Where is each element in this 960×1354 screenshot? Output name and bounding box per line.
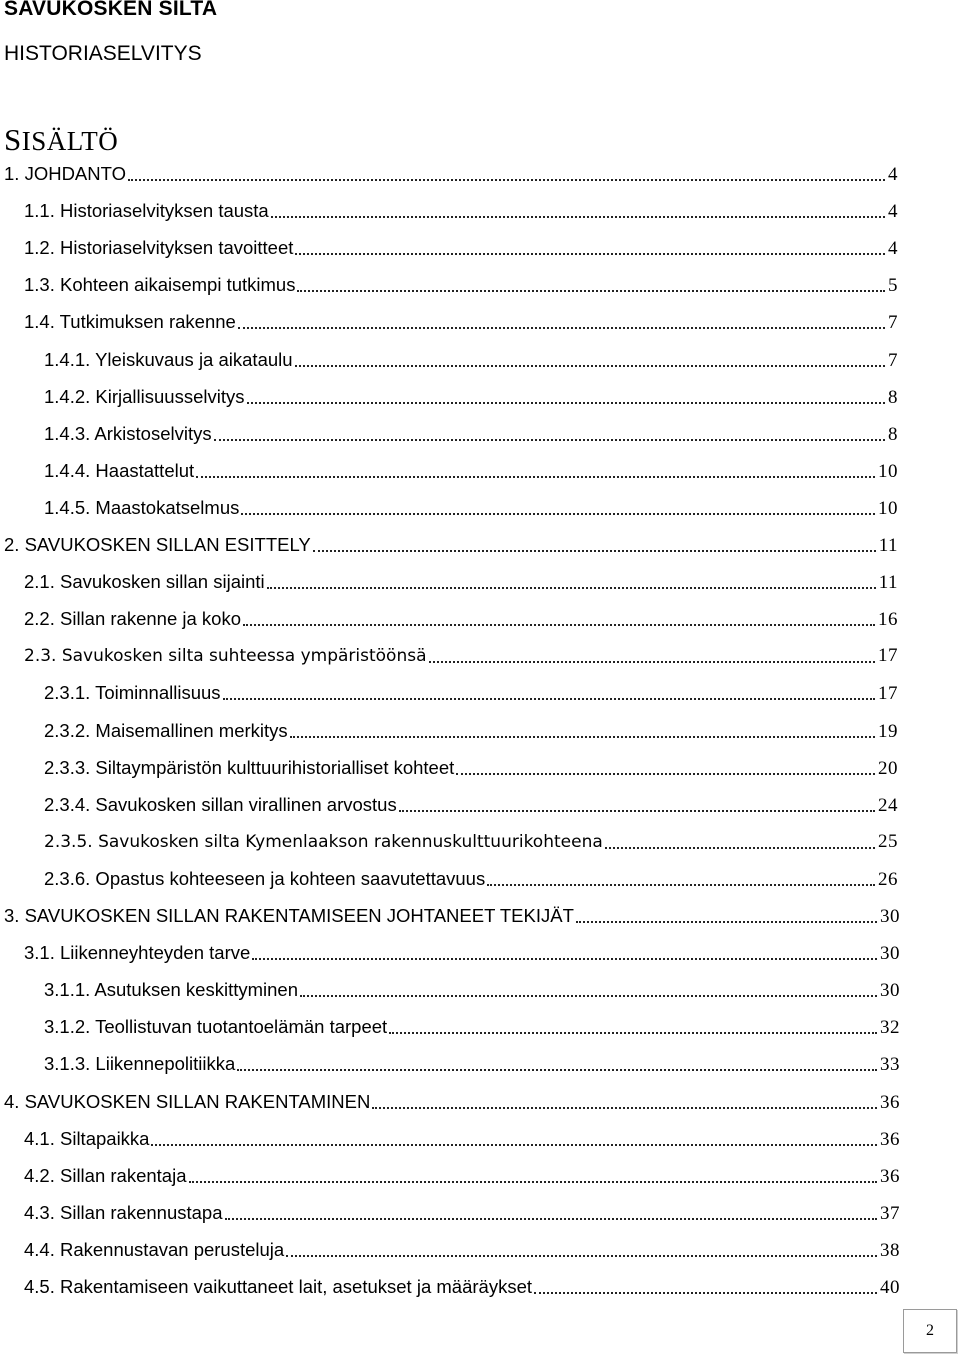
toc-entry-page: 11 xyxy=(878,572,898,594)
toc-entry-label: 2.3.5. Savukosken silta Kymenlaakson rakennuskulttuurikohteena xyxy=(44,831,603,852)
toc-entry-label: 4.2. Sillan rakentaja xyxy=(24,1164,187,1186)
toc-entry[interactable] xyxy=(24,605,898,633)
toc-dot-leader xyxy=(241,512,875,515)
toc-entry-page: 16 xyxy=(878,609,898,631)
toc-entry-page: 7 xyxy=(888,349,898,371)
toc-entry-label: 3.1.1. Asutuksen keskittyminen xyxy=(44,979,298,1001)
document-subtitle: HISTORIASELVITYS xyxy=(4,42,202,65)
toc-entry-page: 17 xyxy=(878,645,898,667)
toc-entry-page: 40 xyxy=(880,1277,900,1298)
toc-entry-label: 4. SAVUKOSKEN SILLAN RAKENTAMINEN xyxy=(4,1090,371,1112)
toc-entry-label: 2.3.6. Opastus kohteeseen ja kohteen saavutettavuus xyxy=(44,867,486,889)
page-number-badge: 2 xyxy=(903,1309,957,1353)
toc-dot-leader xyxy=(372,1106,877,1109)
toc-entry-page: 36 xyxy=(880,1165,900,1187)
toc-dot-leader xyxy=(238,326,885,329)
toc-entry-label: 1.4.3. Arkistoselvitys xyxy=(44,422,212,444)
toc-entry-label: 1.1. Historiaselvityksen tausta xyxy=(24,200,269,222)
toc-dot-leader xyxy=(313,549,876,552)
toc-entry[interactable] xyxy=(24,642,898,670)
toc-entry-label: 2.3.1. Toiminnallisuus xyxy=(44,682,221,704)
toc-dot-leader xyxy=(295,364,885,367)
toc-entry-label: 1.3. Kohteen aikaisempi tutkimus xyxy=(24,274,296,296)
toc-dot-leader xyxy=(399,809,875,812)
toc-entry-label: 4.4. Rakennustavan perusteluja xyxy=(24,1238,285,1260)
toc-dot-leader xyxy=(267,586,876,589)
toc-entry[interactable] xyxy=(4,1088,900,1116)
toc-entry-page: 37 xyxy=(880,1202,900,1224)
toc-entry[interactable] xyxy=(24,197,898,225)
toc-heading-initial: S xyxy=(4,122,22,157)
toc-entry-page: 36 xyxy=(880,1128,900,1150)
toc-entry[interactable] xyxy=(44,420,898,448)
toc-dot-leader xyxy=(290,735,875,738)
toc-entry[interactable] xyxy=(24,1273,900,1301)
toc-dot-leader xyxy=(196,475,875,478)
toc-entry-label: 2.3.3. Siltaympäristön kulttuurihistorialliset kohteet xyxy=(44,756,455,778)
toc-entry-page: 30 xyxy=(880,980,900,1002)
toc-entry[interactable] xyxy=(24,568,898,596)
toc-entry-label: 3.1.2. Teollistuvan tuotantoelämän tarpeet xyxy=(44,1016,388,1038)
toc-dot-leader xyxy=(243,623,875,626)
toc-entry-page: 4 xyxy=(888,238,898,260)
toc-entry-page: 33 xyxy=(880,1054,900,1076)
toc-dot-leader xyxy=(300,994,877,997)
toc-entry-label: 4.1. Siltapaikka xyxy=(24,1127,150,1149)
toc-entry[interactable] xyxy=(44,346,898,374)
toc-entry[interactable] xyxy=(44,457,898,485)
toc-dot-leader xyxy=(576,920,877,923)
toc-dot-leader xyxy=(214,438,885,441)
toc-entry[interactable] xyxy=(24,1199,900,1227)
toc-entry[interactable] xyxy=(24,1125,900,1153)
toc-entry-label: 4.3. Sillan rakennustapa xyxy=(24,1201,223,1223)
toc-entry-page: 20 xyxy=(878,757,898,779)
toc-dot-leader xyxy=(487,883,875,886)
toc-entry-page: 26 xyxy=(878,868,898,890)
toc-dot-leader xyxy=(189,1180,878,1183)
toc-entry-label: 1.4. Tutkimuksen rakenne xyxy=(24,311,236,333)
toc-entry-label: 1.4.4. Haastattelut xyxy=(44,459,195,481)
toc-entry-label: 3.1.3. Liikennepolitiikka xyxy=(44,1053,236,1075)
toc-dot-leader xyxy=(534,1291,877,1294)
toc-dot-leader xyxy=(271,215,885,218)
toc-entry-page: 17 xyxy=(878,683,898,705)
toc-entry-label: 1.4.2. Kirjallisuusselvitys xyxy=(44,385,245,407)
toc-entry-page: 7 xyxy=(888,312,898,334)
toc-entry-label: 1.2. Historiaselvityksen tavoitteet xyxy=(24,237,294,259)
toc-dot-leader xyxy=(237,1068,877,1071)
toc-entry-label: 2.3.2. Maisemallinen merkitys xyxy=(44,719,288,741)
toc-entry-page: 8 xyxy=(888,423,898,445)
toc-entry[interactable] xyxy=(24,234,898,262)
toc-entry-page: 24 xyxy=(878,794,898,816)
toc-entry-label: 2.1. Savukosken sillan sijainti xyxy=(24,571,265,593)
toc-dot-leader xyxy=(225,1217,878,1220)
toc-entry-label: 2. SAVUKOSKEN SILLAN ESITTELY xyxy=(4,534,311,555)
toc-dot-leader xyxy=(429,660,876,663)
toc-entry-label: 2.3. Savukosken silta suhteessa ympäristöönsä xyxy=(24,646,427,667)
toc-entry[interactable] xyxy=(44,717,898,745)
toc-dot-leader xyxy=(389,1031,877,1034)
toc-entry-page: 36 xyxy=(880,1091,900,1113)
toc-entry-label: 2.3.4. Savukosken sillan virallinen arvostus xyxy=(44,793,397,815)
toc-entry-page: 4 xyxy=(888,201,898,223)
toc-entry[interactable] xyxy=(4,902,900,930)
toc-entry[interactable] xyxy=(44,791,898,819)
toc-dot-leader xyxy=(456,772,875,775)
toc-dot-leader xyxy=(297,289,885,292)
toc-entry[interactable] xyxy=(44,494,898,522)
toc-entry-label: 2.2. Sillan rakenne ja koko xyxy=(24,608,241,630)
toc-entry-page: 5 xyxy=(888,275,898,297)
toc-entry-page: 30 xyxy=(880,906,900,927)
toc-entry[interactable] xyxy=(4,160,898,188)
toc-dot-leader xyxy=(295,252,885,255)
toc-entry[interactable] xyxy=(44,754,898,782)
toc-entry-label: 1.4.5. Maastokatselmus xyxy=(44,496,240,518)
toc-entry[interactable] xyxy=(44,828,898,856)
toc-entry[interactable] xyxy=(24,939,900,967)
toc-entry-page: 4 xyxy=(888,164,898,185)
toc-dot-leader xyxy=(286,1254,877,1257)
toc-entry-label: 1. JOHDANTO xyxy=(4,163,126,184)
toc-entry-page: 25 xyxy=(878,830,898,852)
toc-entry-page: 11 xyxy=(878,535,898,556)
toc-entry[interactable] xyxy=(44,1050,900,1078)
toc-entry[interactable] xyxy=(24,308,898,336)
toc-entry[interactable] xyxy=(44,865,898,893)
toc-entry-page: 30 xyxy=(880,943,900,965)
toc-entry-label: 3.1. Liikenneyhteyden tarve xyxy=(24,942,251,964)
toc-dot-leader xyxy=(151,1143,877,1146)
document-title: SAVUKOSKEN SILTA xyxy=(4,0,218,20)
toc-dot-leader xyxy=(252,957,877,960)
toc-entry-page: 19 xyxy=(878,720,898,742)
toc-entry[interactable] xyxy=(24,1236,900,1264)
toc-entry[interactable] xyxy=(24,271,898,299)
toc-dot-leader xyxy=(247,401,886,404)
toc-entry-label: 3. SAVUKOSKEN SILLAN RAKENTAMISEEN JOHTANEET TEKIJÄT xyxy=(4,905,574,926)
toc-entry-label: 1.4.1. Yleiskuvaus ja aikataulu xyxy=(44,348,293,370)
toc-entry[interactable] xyxy=(44,1013,900,1041)
toc-entry-page: 32 xyxy=(880,1017,900,1039)
toc-entry-page: 38 xyxy=(880,1239,900,1261)
toc-dot-leader xyxy=(128,178,885,181)
toc-entry-page: 8 xyxy=(888,386,898,408)
toc-heading-rest: ISÄLTÖ xyxy=(21,126,119,156)
toc-entry-page: 10 xyxy=(878,460,898,482)
toc-dot-leader xyxy=(605,846,875,849)
toc-entry[interactable] xyxy=(24,1162,900,1190)
toc-entry[interactable] xyxy=(44,679,898,707)
toc-entry[interactable] xyxy=(4,531,898,559)
toc-entry[interactable] xyxy=(44,976,900,1004)
toc-entry-page: 10 xyxy=(878,497,898,519)
toc-dot-leader xyxy=(223,697,875,700)
toc-entry[interactable] xyxy=(44,383,898,411)
toc-entry-label: 4.5. Rakentamiseen vaikuttaneet lait, asetukset ja määräykset xyxy=(24,1276,532,1297)
